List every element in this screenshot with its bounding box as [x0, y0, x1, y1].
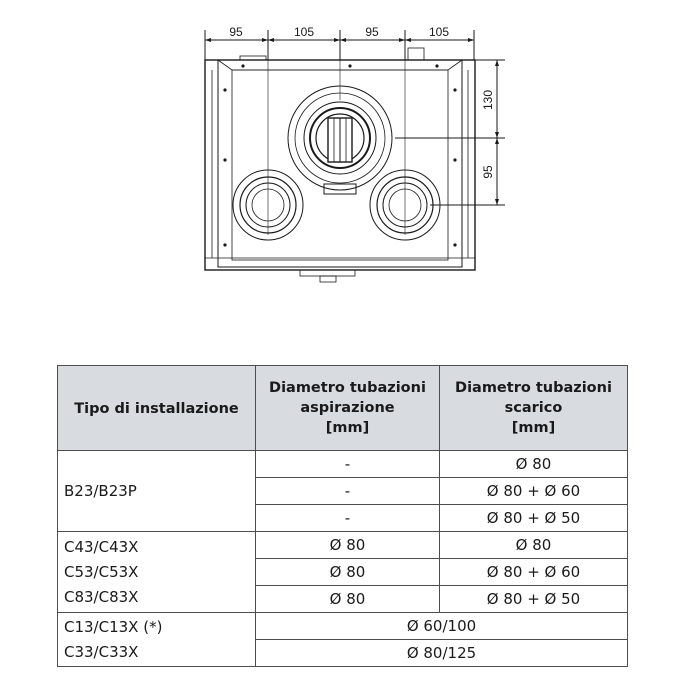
central-flue-outlet [288, 86, 392, 194]
aspirazione-value: Ø 80 [256, 586, 440, 613]
scarico-value: Ø 80 + Ø 50 [440, 586, 628, 613]
dim-top-2: 105 [293, 25, 315, 39]
aspirazione-value: - [256, 478, 440, 505]
table-header-row [58, 366, 628, 451]
dim-right-1: 130 [481, 89, 495, 111]
scarico-value: Ø 80 [440, 451, 628, 478]
aspirazione-value: - [256, 451, 440, 478]
boiler-top-view-drawing [0, 0, 700, 340]
header-aspirazione: Diametro tubazioni aspirazione [mm] [256, 366, 440, 451]
combined-value: Ø 60/100 [256, 613, 628, 640]
aspirazione-value: - [256, 505, 440, 532]
type-cell-c43-c53-c83: C43/C43X C53/C53X C83/C83X [58, 532, 256, 613]
aspirazione-value: Ø 80 [256, 532, 440, 559]
table-row [58, 532, 628, 559]
dim-top-1: 95 [229, 25, 243, 39]
scarico-value: Ø 80 + Ø 50 [440, 505, 628, 532]
type-cell-c13-c33: C13/C13X (*) C33/C33X [58, 613, 256, 667]
dim-top-3: 95 [365, 25, 379, 39]
header-scarico: Diametro tubazioni scarico [mm] [440, 366, 628, 451]
table-row [58, 451, 628, 478]
dim-right-2: 95 [481, 165, 495, 179]
combined-value: Ø 80/125 [256, 640, 628, 667]
dim-top-4: 105 [428, 25, 450, 39]
scarico-value: Ø 80 + Ø 60 [440, 478, 628, 505]
aspirazione-value: Ø 80 [256, 559, 440, 586]
installation-table [57, 365, 628, 667]
table-row [58, 613, 628, 640]
type-cell-b23: B23/B23P [58, 451, 256, 532]
header-tipo: Tipo di installazione [58, 366, 256, 451]
scarico-value: Ø 80 [440, 532, 628, 559]
scarico-value: Ø 80 + Ø 60 [440, 559, 628, 586]
